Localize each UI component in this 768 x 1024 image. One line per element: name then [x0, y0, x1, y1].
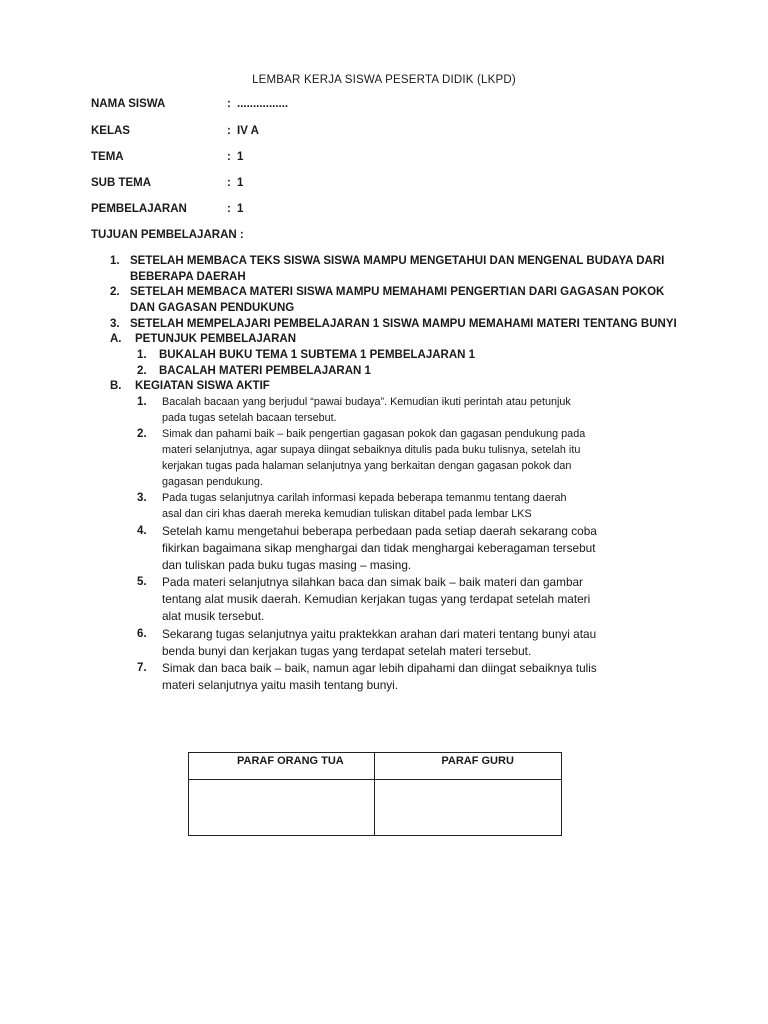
section-b-item-text: Bacalah bacaan yang berjudul “pawai budaya”. Kemudian ikuti perintah atau petunjuk [162, 396, 571, 408]
section-b-heading: KEGIATAN SISWA AKTIF [135, 380, 270, 392]
section-b-number: 4. [137, 525, 147, 537]
field-row [91, 125, 259, 137]
section-b-number: 1. [137, 396, 147, 408]
field-separator: : [227, 177, 231, 189]
page-title: LEMBAR KERJA SISWA PESERTA DIDIK (LKPD) [252, 74, 516, 86]
section-b-item-text: Pada materi selanjutnya silahkan baca dan simak baik – baik materi dan gambar [162, 575, 583, 589]
section-b-item-text: fikirkan bagaimana sikap menghargai dan tidak menghargai keberagaman tersebut [162, 541, 596, 555]
section-b-item-text: kerjakan tugas pada halaman selanjutnya yang berkaitan dengan gagasan pokok dan [162, 460, 572, 472]
section-b-item-text: tentang alat musik daerah. Kemudian kerjakan tugas yang terdapat setelah materi [162, 592, 591, 606]
paraf-guru-label: PARAF GURU [441, 755, 514, 767]
section-a-number: 2. [137, 365, 147, 377]
section-b-item-text: Simak dan pahami baik – baik pengertian gagasan pokok dan gagasan pendukung pada [162, 428, 586, 440]
field-label: TEMA [91, 151, 124, 163]
field-value: 1 [237, 177, 244, 189]
section-b-item-text: materi selanjutnya yaitu masih tentang bunyi. [162, 678, 399, 692]
field-value: ................ [237, 98, 289, 110]
field-separator: : [227, 125, 231, 137]
section-b-item-text: Pada tugas selanjutnya carilah informasi kepada beberapa temanmu tentang daerah [162, 492, 567, 504]
section-b-number: 7. [137, 662, 147, 674]
section-b-item-text: dan tuliskan pada buku tugas masing – masing. [162, 558, 412, 572]
section-b-item-text: materi selanjutnya, agar supaya diingat sebaiknya ditulis pada buku tulisnya, setelah itu [162, 444, 581, 456]
tujuan-label: TUJUAN PEMBELAJARAN : [91, 229, 244, 241]
field-value: 1 [237, 151, 244, 163]
section-b-item-text: Simak dan baca baik – baik, namun agar lebih dipahami dan diingat sebaiknya tulis [162, 661, 597, 675]
section-a-heading: PETUNJUK PEMBELAJARAN [135, 333, 297, 345]
field-value: 1 [237, 203, 244, 215]
section-b-item-text: gagasan pendukung. [162, 476, 263, 488]
section-b-number: 3. [137, 492, 147, 504]
tujuan-text: SETELAH MEMPELAJARI PEMBELAJARAN 1 SISWA MAMPU MEMAHAMI MATERI TENTANG BUNYI [130, 318, 677, 330]
paraf-orang-tua-header [189, 753, 375, 780]
section-a-item: BUKALAH BUKU TEMA 1 SUBTEMA 1 PEMBELAJARAN 1 [159, 349, 476, 361]
field-separator: : [227, 151, 231, 163]
section-b-letter: B. [110, 380, 122, 392]
section-b-number: 2. [137, 428, 147, 440]
field-separator: : [227, 98, 231, 110]
tujuan-number: 3. [110, 318, 120, 330]
section-a-number: 1. [137, 349, 147, 361]
paraf-guru-cell [375, 780, 562, 836]
section-b-item-text: pada tugas setelah bacaan tersebut. [162, 412, 337, 424]
tujuan-number: 1. [110, 255, 120, 267]
field-label: KELAS [91, 125, 130, 137]
paraf-orang-tua-label: PARAF ORANG TUA [237, 755, 344, 767]
tujuan-text: SETELAH MEMBACA TEKS SISWA SISWA MAMPU MENGETAHUI DAN MENGENAL BUDAYA DARI [130, 255, 665, 267]
field-row [91, 98, 288, 110]
field-row [91, 203, 243, 215]
paraf-guru-header [375, 753, 562, 780]
field-separator: : [227, 203, 231, 215]
tujuan-text: BEBERAPA DAERAH [130, 271, 246, 283]
section-a-item: BACALAH MATERI PEMBELAJARAN 1 [159, 365, 371, 377]
section-a-letter: A. [110, 333, 122, 345]
field-value: IV A [237, 125, 259, 137]
section-b-item-text: Setelah kamu mengetahui beberapa perbedaan pada setiap daerah sekarang coba [162, 524, 597, 538]
section-b-number: 6. [137, 628, 147, 640]
tujuan-text: DAN GAGASAN PENDUKUNG [130, 302, 295, 314]
field-label: NAMA SISWA [91, 98, 166, 110]
field-label: SUB TEMA [91, 177, 152, 189]
section-b-number: 5. [137, 576, 147, 588]
section-b-item-text: Sekarang tugas selanjutnya yaitu praktekkan arahan dari materi tentang bunyi atau [162, 627, 597, 641]
section-b-item-text: alat musik tersebut. [162, 609, 265, 623]
section-b-item-text: asal dan ciri khas daerah mereka kemudian tuliskan ditabel pada lembar LKS [162, 508, 532, 520]
paraf-table [188, 752, 562, 836]
tujuan-text: SETELAH MEMBACA MATERI SISWA MAMPU MEMAHAMI PENGERTIAN DARI GAGASAN POKOK [130, 286, 665, 298]
field-label: PEMBELAJARAN [91, 203, 187, 215]
paraf-orang-tua-cell [189, 780, 375, 836]
tujuan-number: 2. [110, 286, 120, 298]
section-b-item-text: benda bunyi dan kerjakan tugas yang terdapat setelah materi tersebut. [162, 644, 532, 658]
field-row [91, 151, 243, 163]
field-row [91, 177, 243, 189]
